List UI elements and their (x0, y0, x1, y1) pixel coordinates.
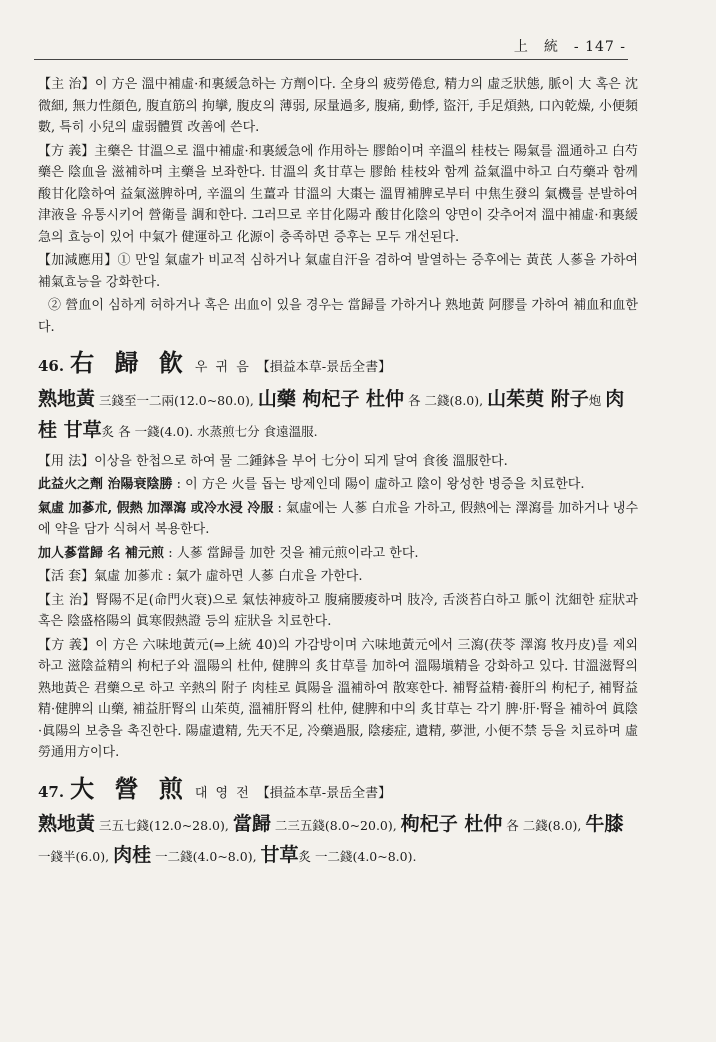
formula-dose: 三錢至一二兩(12.0~80.0), (95, 392, 258, 408)
page-content (38, 74, 638, 876)
s46-number: 46. (38, 357, 65, 375)
formula-herb: 熟地黃 (38, 813, 96, 835)
s46-formula (38, 385, 638, 447)
formula-dose: 炙 各 一錢(4.0). 水蒸煎七分 食遠溫服. (101, 423, 318, 439)
s46-name: 右 歸 飮 (70, 348, 189, 377)
s47-title (38, 773, 638, 805)
header-rule (34, 59, 628, 60)
formula-dose: 一錢半(6.0), (38, 849, 114, 864)
s46-source: 【損益本草-景岳全書】 (256, 360, 392, 375)
formula-dose: 炙 一二錢(4.0~8.0). (298, 849, 417, 864)
page-header (0, 0, 716, 58)
formula-herb: 山茱萸 附子 (487, 387, 589, 410)
s45-indications: 【主 治】이 方은 溫中補虛·和裏緩急하는 方劑이다. 全身의 疲勞倦怠, 精力의 虛乏狀態, 脈이 大 혹은 沈微細, 無力性顔色, 腹直筋의 拘攣, 腹皮의 薄弱, 尿量過多, 腹痛, 動悸, 盜汗, 手足煩熱, 口內乾燥, 小便頻數, 특히 小兒의 虛弱體質 改善에 쓴다. (38, 77, 638, 135)
formula-herb: 肉桂 (113, 844, 152, 866)
s46-note-1 (38, 474, 638, 496)
s46-note-2 (38, 498, 638, 541)
note-text: : 이 方은 火를 돕는 방제인데 陽이 虛하고 陰이 왕성한 병증을 치료한다. (172, 477, 585, 492)
note-label: 加人蔘當歸 名 補元煎 (38, 545, 165, 561)
s47-source: 【損益本草-景岳全書】 (256, 785, 392, 801)
note-text: : 人蔘 當歸를 加한 것을 補元煎이라고 한다. (164, 545, 419, 561)
formula-herb: 熟地黃 (38, 387, 96, 410)
formula-herb: 枸杞子 杜仲 (400, 813, 503, 835)
formula-herb: 甘草 (260, 844, 299, 866)
s46-usage: 【用 法】이상을 한첩으로 하여 물 二鍾鉢을 부어 七分이 되게 달여 食後 溫服한다. (38, 453, 508, 469)
formula-dose: 三五七錢(12.0~28.0), (95, 818, 233, 833)
formula-dose: 一二錢(4.0~8.0), (151, 849, 261, 864)
note-label: 此益火之劑 治陽衰陰勝 (38, 477, 173, 492)
formula-herb: 肉桂 甘草 (38, 387, 625, 441)
formula-dose: 各 二錢(8.0), (502, 818, 586, 833)
formula-dose: 二三五錢(8.0~20.0), (270, 818, 401, 833)
s46-note-3 (38, 543, 638, 565)
s46-meaning: 【方 義】이 方은 六味地黃元(⇒上統 40)의 가감방이며 六味地黃元에서 三瀉(茯苓 澤瀉 牧丹皮)를 제외하고 滋陰益精의 枸杞子와 溫陽의 杜仲, 健脾의 炙甘草를 加하여 溫陽塡精을 강화하고 있다. 甘溫滋腎의 熟地黃은 君藥으로 하고 辛熱의 附子 肉桂로 眞陽을 溫補하여 散寒한다. 補腎益精·養肝의 枸杞子, 補腎益精·健脾의 山藥, 補益肝腎의 山茱萸, 溫補肝腎의 杜仲, 健脾和中의 炙甘草는 각기 脾·肝·腎을 補하여 眞陰·眞陽의 보충을 촉진한다. 陽虛遺精, 先天不足, 冷藥過服, 陰痿症, 遺精, 夢泄, 小便不禁 등을 치료하며 虛勞通用方이다. (38, 637, 638, 760)
formula-herb: 牛膝 (585, 813, 624, 835)
s47-reading: 대 영 전 (194, 785, 251, 801)
s46-indications: 【主 治】腎陽不足(命門火衰)으로 氣怯神疲하고 腹痛腰痠하며 肢冷, 舌淡苔白하고 脈이 沈細한 症狀과 혹은 陰盛格陽의 眞寒假熱證 등의 症狀을 치료한다. (38, 592, 638, 629)
formula-dose: 各 二錢(8.0), (404, 392, 488, 408)
formula-herb: 當歸 (232, 813, 271, 835)
s46-title (38, 348, 638, 379)
s45-modification-1: 【加減應用】① 만일 氣虛가 비교적 심하거나 氣虛自汗을 겸하여 발열하는 증후에는 黃芪 人蔘을 가하여 補氣효능을 강화한다. (38, 253, 638, 290)
s47-name: 大 營 煎 (70, 773, 189, 803)
s46-reading: 우 귀 음 (194, 360, 251, 375)
s47-formula (38, 810, 638, 872)
s45-modification-2: ② 營血이 심하게 허하거나 혹은 出血이 있을 경우는 當歸를 가하거나 熟地黃 阿膠를 가하여 補血和血한다. (38, 298, 638, 335)
note-label: 氣虛 加蔘朮, 假熱 加澤瀉 或冷水浸 冷服 (38, 500, 274, 516)
s46-tip: 【活 套】氣虛 加蔘朮 : 氣가 虛하면 人蔘 白朮을 가한다. (38, 569, 363, 584)
note-text: : 氣虛에는 人蔘 白朮을 가하고, 假熱에는 澤瀉를 加하거나 냉수에 약을 담가 식혀서 복용한다. (38, 500, 639, 537)
s45-meaning: 【方 義】主藥은 甘溫으로 溫中補虛·和裏緩急에 作用하는 膠飴이며 辛溫의 桂枝는 陽氣를 溫通하고 白芍藥은 陰血을 滋補하며 主藥을 보좌한다. 甘溫의 炙甘草는 膠飴 桂枝와 함께 益氣溫中하고 白芍藥과 함께 酸甘化陰하여 益氣滋脾하며, 辛溫의 生薑과 甘溫의 大棗는 溫胃補脾로부터 中焦生發의 氣機를 분발하여 津液을 유통시키어 營衛를 調和한다. 그러므로 辛甘化陽과 酸甘化陰의 양면이 갖추어져 溫中補虛·和裏緩急의 효능이 있어 中氣가 健運하고 化源이 충족하면 증후는 모두 개선된다. (38, 143, 638, 245)
formula-dose: 炮 (588, 392, 606, 408)
formula-herb: 山藥 枸杞子 杜仲 (257, 387, 405, 410)
running-header: 上 統 - 147 - (513, 39, 626, 55)
s47-number: 47. (38, 782, 65, 801)
